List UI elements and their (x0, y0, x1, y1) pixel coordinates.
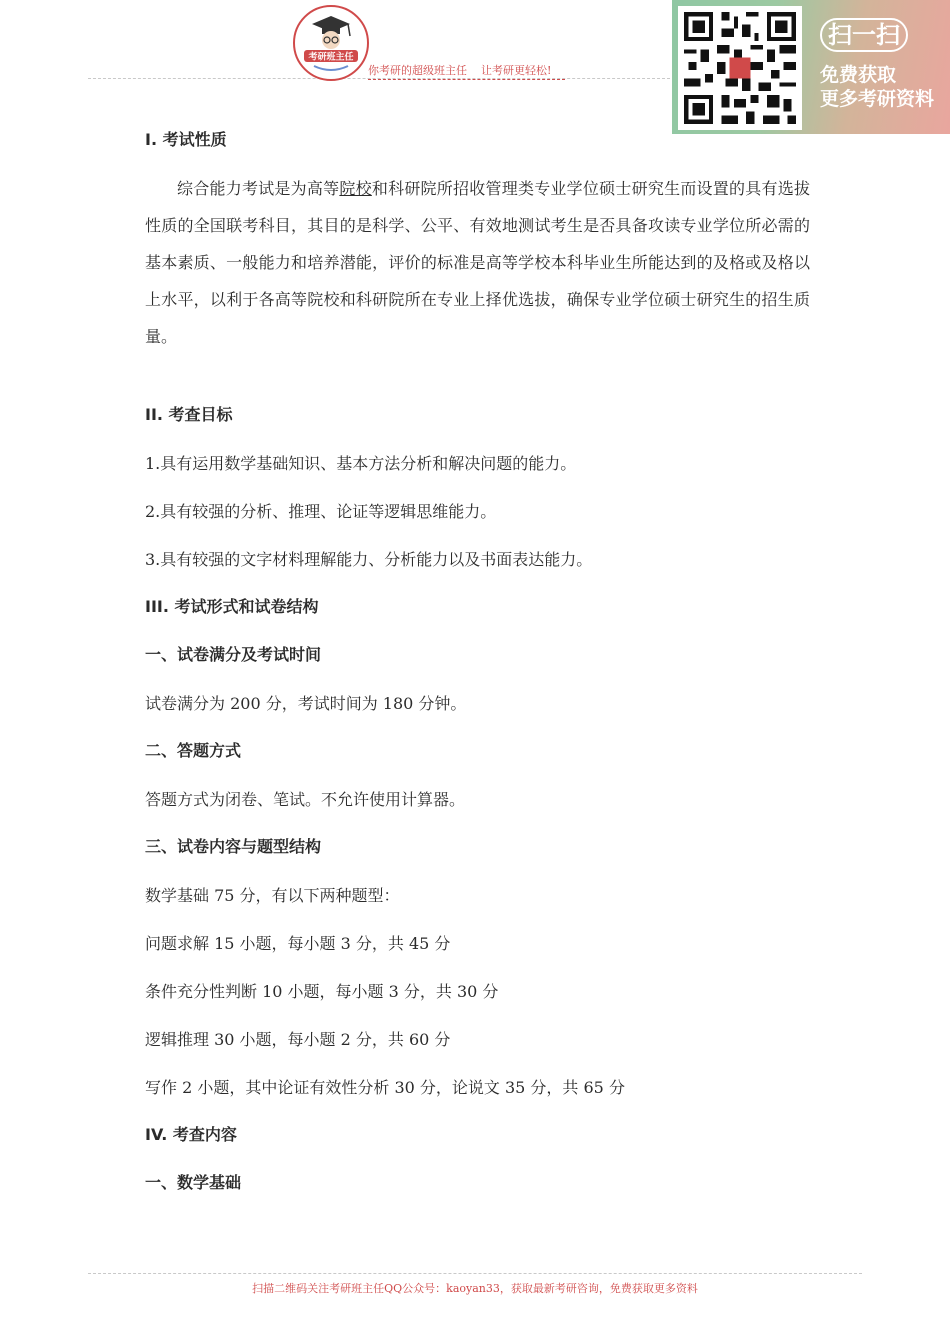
document-body (145, 122, 810, 1213)
banner-line1: 免费获取 (820, 64, 897, 86)
objective-item-3: 3.具有较强的文字材料理解能力、分析能力以及书面表达能力。 (145, 550, 593, 569)
banner-line2: 更多考研资料 (820, 87, 935, 110)
subsection-paper-structure: 三、试卷内容与题型结构 (145, 837, 322, 856)
slogan-part2: 让考研更轻松! (481, 64, 552, 77)
section-3-heading: III. 考试形式和试卷结构 (145, 597, 319, 616)
intro-text-rest: 和科研院所招收管理类专业学位硕士研究生而设置的具有选拔性质的全国联考科目，其目的是科学、公平、有效地测试考生是否具备攻读专业学位所必需的基本素质、一般能力和培养潜能，评价的标准是高等学校本科毕业生所能达到的及格或及格以上水平，以利于各高等院校和科研院所在专业上择优选拔，确保专业学位硕士研究生的招生质量。 (145, 179, 810, 346)
section-4-heading: IV. 考查内容 (145, 1125, 237, 1144)
answer-method-text: 答题方式为闭卷、笔试。不允许使用计算器。 (145, 790, 466, 809)
colleges-link[interactable]: 院校 (339, 179, 372, 198)
intro-text-start: 综合能力考试是为高等 (177, 179, 340, 198)
slogan-part1: 你考研的超级班主任 (368, 64, 467, 77)
section-2-heading: II. 考查目标 (145, 405, 233, 424)
objective-item-2: 2.具有较强的分析、推理、论证等逻辑思维能力。 (145, 502, 497, 521)
qr-banner[interactable] (672, 0, 950, 134)
qr-banner-text (820, 18, 934, 112)
subsection-math-basics: 一、数学基础 (145, 1173, 242, 1192)
kaoyan-logo (292, 4, 370, 82)
structure-line-writing: 写作 2 小题，其中论证有效性分析 30 分，论说文 35 分，共 65 分 (145, 1078, 625, 1097)
logo-text: 考研班主任 (308, 52, 354, 63)
footer-divider (88, 1273, 862, 1274)
subsection-score-time: 一、试卷满分及考试时间 (145, 645, 322, 664)
section-1-paragraph (145, 170, 810, 392)
subsection-answer-method: 二、答题方式 (145, 741, 242, 760)
structure-line-math: 数学基础 75 分，有以下两种题型： (145, 886, 400, 905)
score-time-text: 试卷满分为 200 分，考试时间为 180 分钟。 (145, 694, 467, 713)
structure-line-sufficiency: 条件充分性判断 10 小题，每小题 3 分，共 30 分 (145, 982, 499, 1001)
scan-label: 扫一扫 (820, 18, 908, 52)
section-1-heading: I. 考试性质 (145, 130, 227, 149)
qr-code-icon[interactable] (678, 6, 802, 130)
objective-item-1: 1.具有运用数学基础知识、基本方法分析和解决问题的能力。 (145, 454, 577, 473)
header-slogan (368, 62, 565, 80)
structure-line-problem-solving: 问题求解 15 小题，每小题 3 分，共 45 分 (145, 934, 451, 953)
structure-line-logic: 逻辑推理 30 小题，每小题 2 分，共 60 分 (145, 1030, 451, 1049)
footer-text: 扫描二维码关注考研班主任QQ公众号：kaoyan33，获取最新考研咨询，免费获取更多资料 (252, 1282, 698, 1295)
